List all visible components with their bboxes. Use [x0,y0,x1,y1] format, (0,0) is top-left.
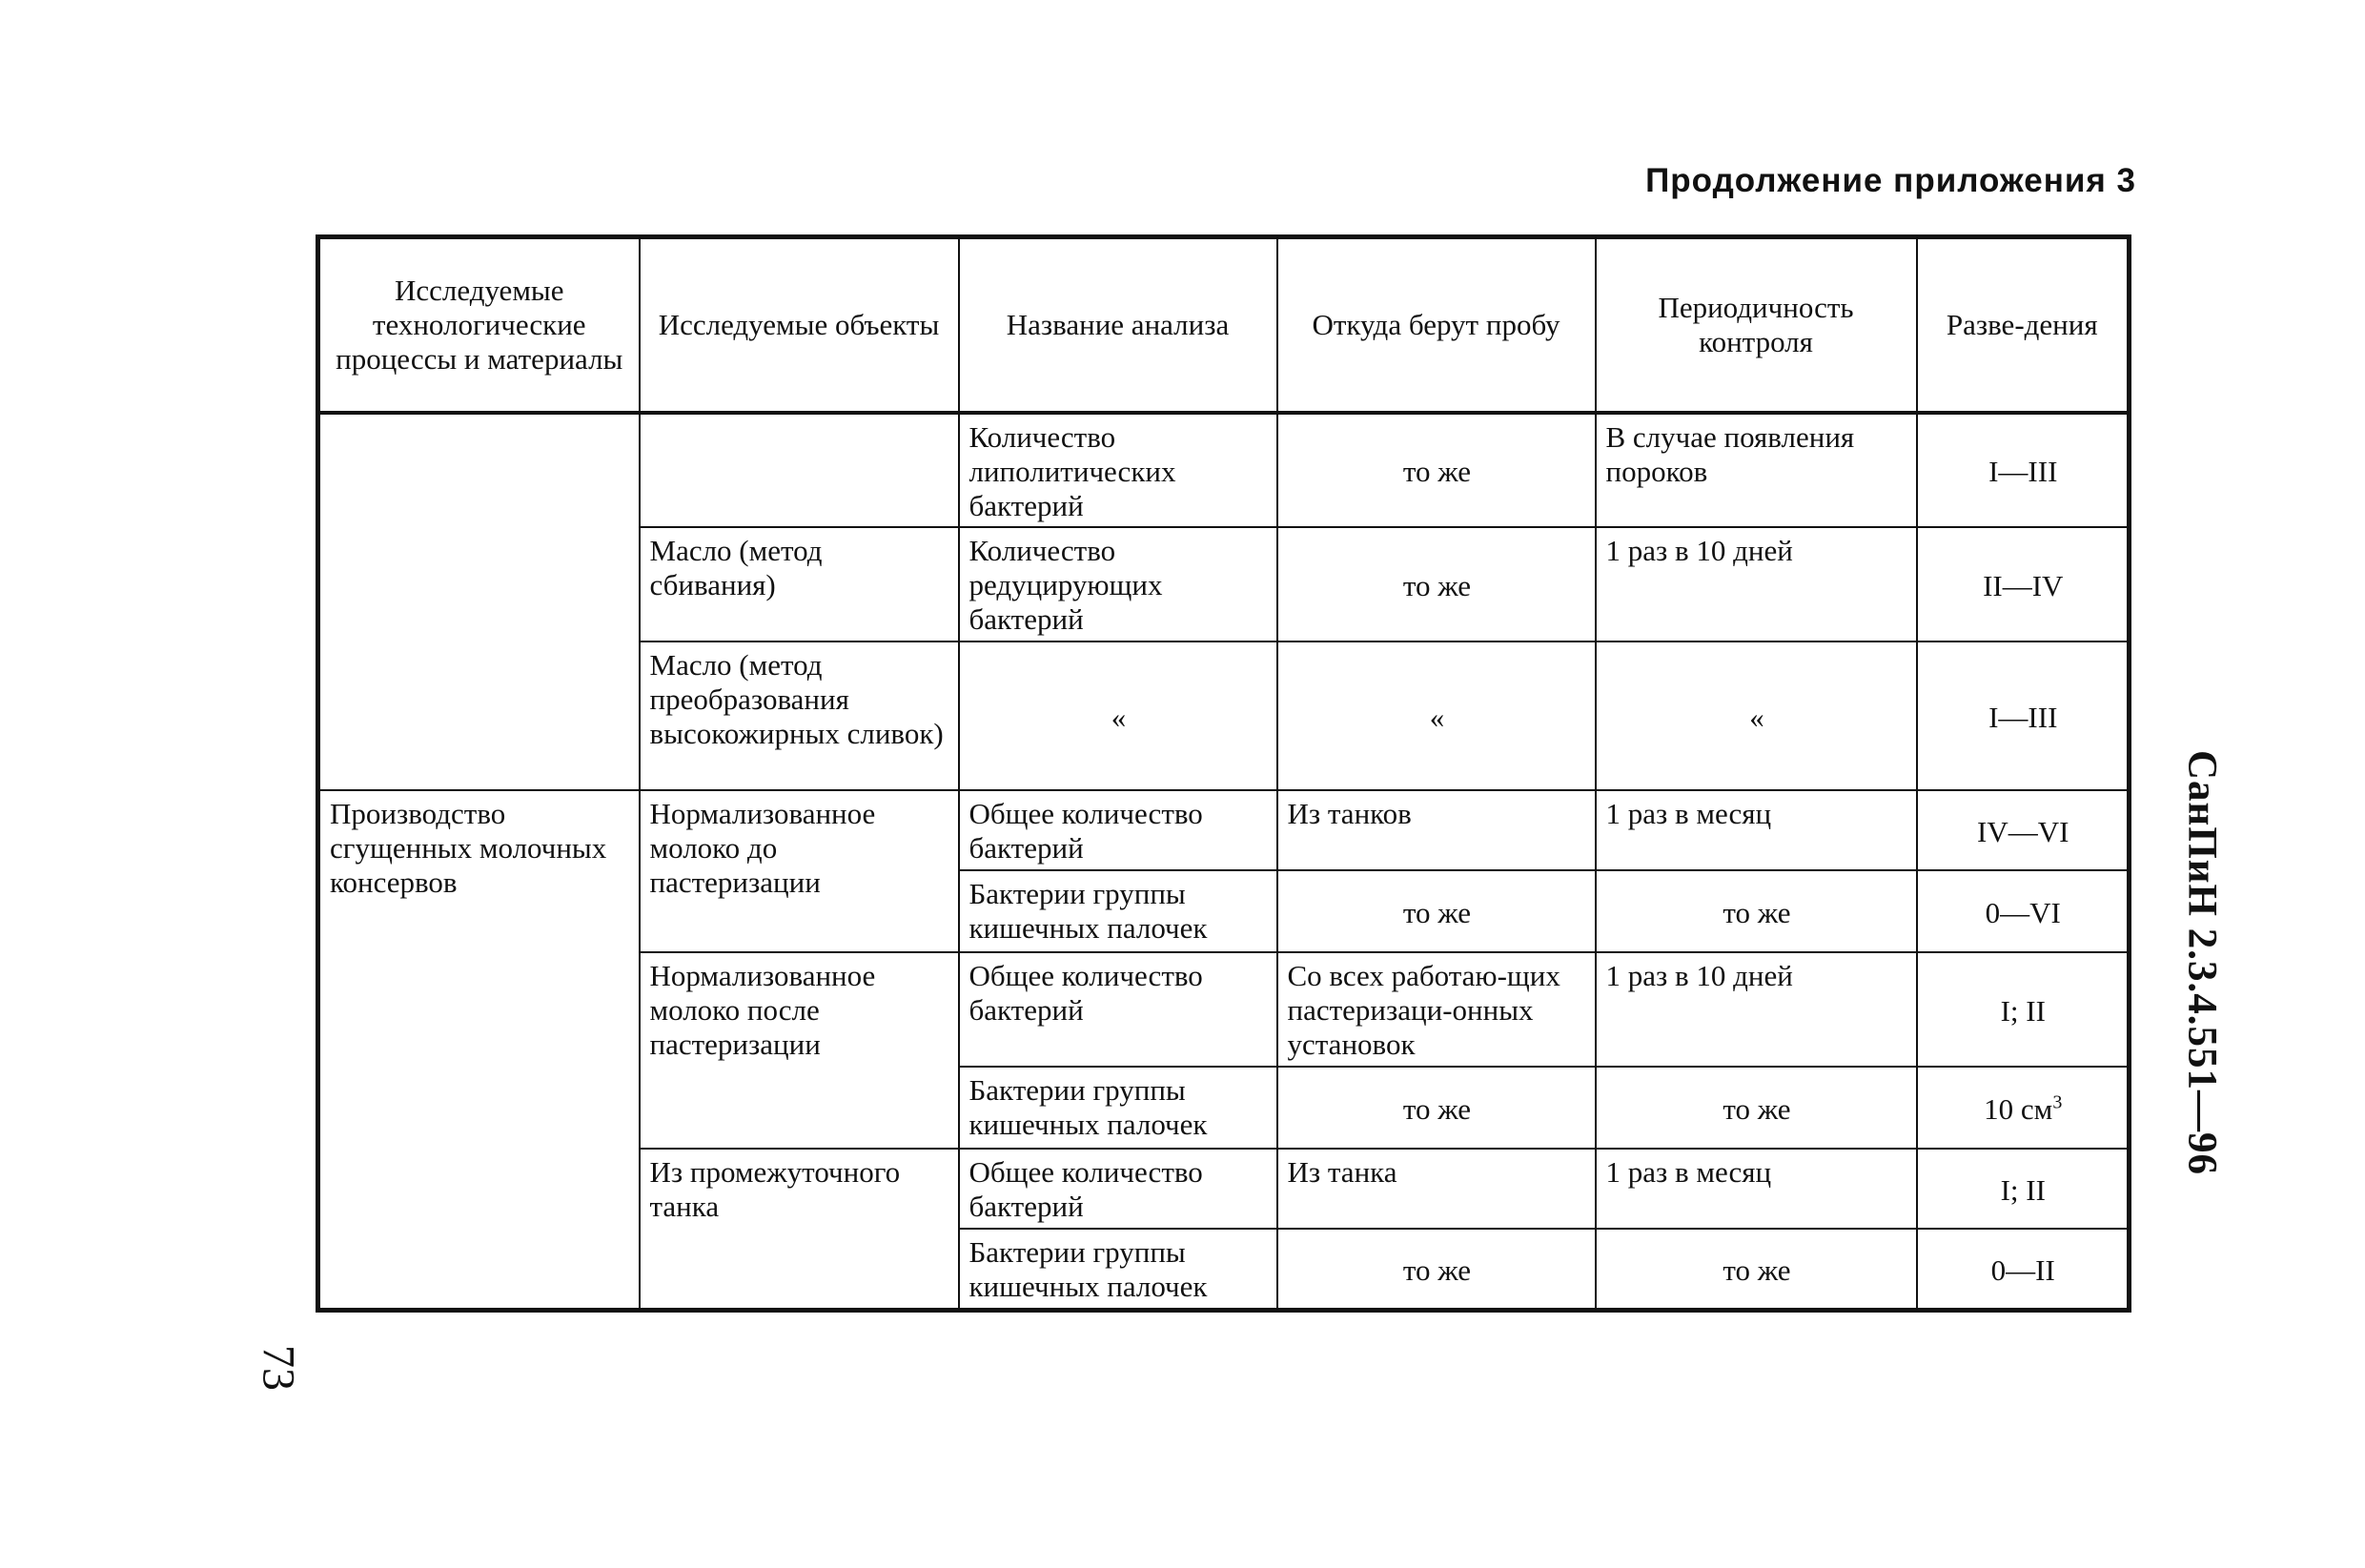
source-cell: то же [1277,1067,1596,1149]
object-cell: Масло (метод преобразования высокожирных сливок) [640,641,959,790]
table-row [318,413,2130,527]
analysis-ditto-mark: « [959,641,1277,790]
object-cell: Нормализованное молоко после пастеризации [640,952,959,1149]
source-cell: Из танка [1277,1149,1596,1229]
analysis-cell: Бактерии группы кишечных палочек [959,1229,1277,1311]
header-process: Исследуемые технологические процессы и материалы [318,237,640,413]
analysis-cell: Бактерии группы кишечных палочек [959,870,1277,952]
dilution-cell: 0—II [1917,1229,2130,1311]
analysis-cell: Бактерии группы кишечных палочек [959,1067,1277,1149]
source-ditto-mark: « [1277,641,1596,790]
source-cell: то же [1277,413,1596,527]
period-cell: то же [1596,1229,1917,1311]
header-dilutions: Разве-дения [1917,237,2130,413]
source-cell: то же [1277,870,1596,952]
dilution-cell: I—III [1917,641,2130,790]
dilution-cell: IV—VI [1917,790,2130,870]
object-cell: Масло (метод сбивания) [640,527,959,641]
source-cell: то же [1277,527,1596,641]
header-object: Исследуемые объекты [640,237,959,413]
period-cell: то же [1596,1067,1917,1149]
analysis-cell: Общее количество бактерий [959,790,1277,870]
cubic-superscript: 3 [2052,1091,2063,1113]
dilution-cell [1917,1067,2130,1149]
process-cell-empty [318,413,640,790]
table-header-row [318,237,2130,413]
header-sample-source: Откуда берут пробу [1277,237,1596,413]
sanitary-control-table [316,234,2131,1313]
period-cell: то же [1596,870,1917,952]
period-cell: В случае появления пороков [1596,413,1917,527]
analysis-cell: Общее количество бактерий [959,952,1277,1067]
dilution-cell: I; II [1917,952,2130,1067]
period-cell: 1 раз в месяц [1596,790,1917,870]
process-cell: Производство сгущенных молочных консервов [318,790,640,1311]
dilution-value: 10 см [1984,1091,2053,1126]
header-control-period: Периодичность контроля [1596,237,1917,413]
source-cell: Из танков [1277,790,1596,870]
document-code: СанПиН 2.3.4.551—96 [2179,750,2225,1175]
source-cell: Со всех работаю-щих пастеризаци-онных установок [1277,952,1596,1067]
analysis-cell: Количество редуцирующих бактерий [959,527,1277,641]
continuation-title: Продолжение приложения 3 [1645,162,2136,199]
dilution-cell: I—III [1917,413,2130,527]
table-row [318,790,2130,870]
object-cell-empty [640,413,959,527]
page-number: 73 [253,1345,304,1391]
source-cell: то же [1277,1229,1596,1311]
period-cell: 1 раз в 10 дней [1596,952,1917,1067]
header-analysis: Название анализа [959,237,1277,413]
period-ditto-mark: « [1596,641,1917,790]
dilution-cell: II—IV [1917,527,2130,641]
object-cell: Нормализованное молоко до пастеризации [640,790,959,952]
period-cell: 1 раз в 10 дней [1596,527,1917,641]
analysis-cell: Количество липолитических бактерий [959,413,1277,527]
dilution-cell: 0—VI [1917,870,2130,952]
dilution-cell: I; II [1917,1149,2130,1229]
analysis-cell: Общее количество бактерий [959,1149,1277,1229]
period-cell: 1 раз в месяц [1596,1149,1917,1229]
object-cell: Из промежуточного танка [640,1149,959,1311]
